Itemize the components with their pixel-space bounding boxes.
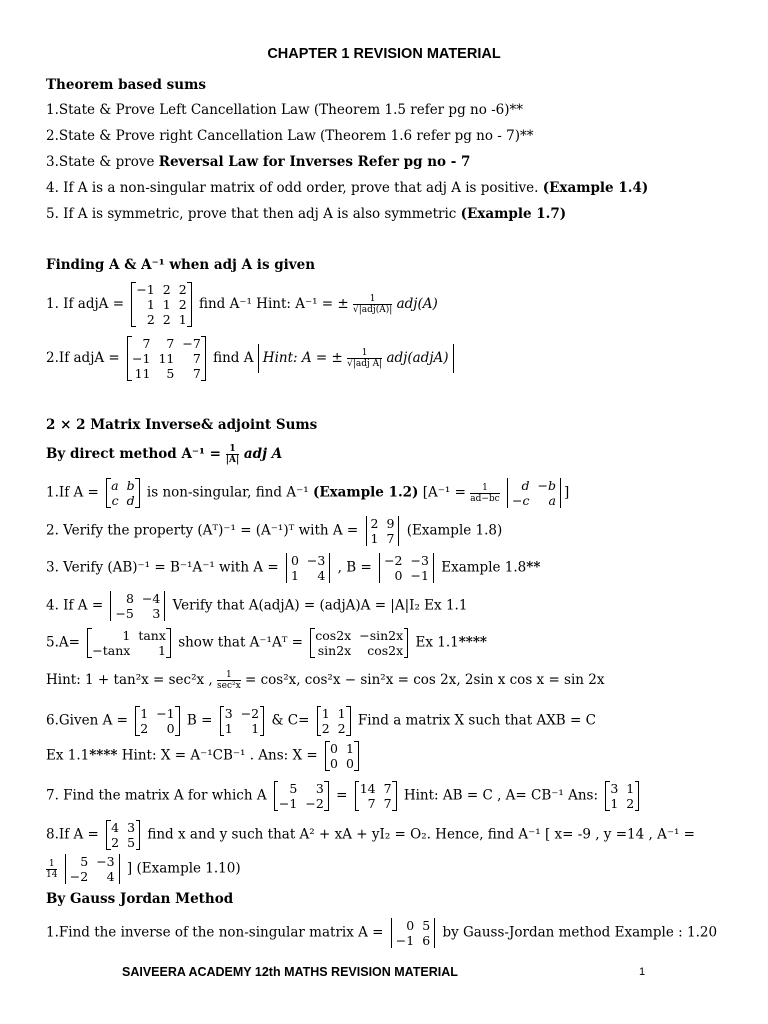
page-number: 1 [639, 966, 646, 978]
matrix-question-6: 6.Given A = 1 −1 2 0 B = 3 −2 1 1 & C= 1 1 2 2 Find a matrix X such that AXB = C [46, 706, 596, 736]
theorem-item-1: 1.State & Prove Left Cancellation Law (Theorem 1.5 refer pg no -6)** [46, 102, 524, 118]
matrix-question-4: 4. If A = 8 −4 −5 3 Verify that A(adjA) = (adjA)A = |A|I₂ Ex 1.1 [46, 591, 468, 621]
matrix-question-7: 7. Find the matrix A for which A 5 3 −1 −2 = 14 7 7 7 Hint: AB = C , A= CB⁻¹ Ans: 3 1 1 2 [46, 781, 744, 811]
matrix-question-3: 3. Verify (AB)⁻¹ = B⁻¹A⁻¹ with A = 0 −3 1 4 , B = −2 −3 0 −1 Example 1.8** [46, 553, 541, 583]
matrix-question-8-answer: $\frac{1}{14}$ 5 −3 −2 4 ] (Example 1.10) [46, 854, 241, 884]
theorem-item-3: 3.State & prove Reversal Law for Inverses Refer pg no - 7 [46, 154, 471, 170]
direct-method-line: By direct method A⁻¹ = $\frac{1}{|A|}$ adj A [46, 444, 283, 465]
theorem-item-5: 5. If A is symmetric, prove that then adj A is also symmetric (Example 1.7) [46, 206, 567, 222]
finding-question-2: 2.If adjA = 7 7 −7 −1 11 7 11 5 7 find A Hint: A = ± $\frac{1}{\text{√|adj A|}}$ adj(adjA) [46, 336, 744, 381]
theorem-item-4: 4. If A is a non-singular matrix of odd order, prove that adj A is positive. (Example 1.4) [46, 180, 649, 196]
finding-question-1: 1. If adjA = −1 2 2 1 1 2 2 2 1 find A⁻¹ Hint: A⁻¹ = ± $\frac{1}{\text{√|adj(A)|}}$ adj(A) [46, 282, 438, 327]
section-heading-theorem: Theorem based sums [46, 77, 206, 93]
matrix-question-6-answer: Ex 1.1**** Hint: X = A⁻¹CB⁻¹ . Ans: X = 0 1 0 0 [46, 741, 744, 771]
section-heading-2x2: 2 × 2 Matrix Inverse& adjoint Sums [46, 417, 318, 433]
theorem-item-2: 2.State & Prove right Cancellation Law (Theorem 1.6 refer pg no - 7)** [46, 128, 534, 144]
hint-line-5: Hint: 1 + tan²x = sec²x , $\frac{1}{\text{sec²x}}$ = cos²x, cos²x − sin²x = cos 2x, 2sin x cos x = sin 2x [46, 670, 605, 691]
section-heading-finding: Finding A & A⁻¹ when adj A is given [46, 257, 316, 273]
gauss-question-1: 1.Find the inverse of the non-singular matrix A = 0 5 −1 6 by Gauss-Jordan method Example : 1.20 [46, 918, 718, 948]
page-title: CHAPTER 1 REVISION MATERIAL [267, 46, 501, 62]
matrix-question-5: 5.A= 1 tanx −tanx 1 show that A⁻¹Aᵀ = cos2x −sin2x sin2x cos2x Ex 1.1**** [46, 628, 487, 658]
matrix-question-8: 8.If A = 4 3 2 5 find x and y such that A² + xA + yI₂ = O₂. Hence, find A⁻¹ [ x= -9 , y =14 , A⁻¹ = [46, 820, 695, 850]
matrix-question-2: 2. Verify the property (Aᵀ)⁻¹ = (A⁻¹)ᵀ with A = 2 9 1 7 (Example 1.8) [46, 516, 503, 546]
section-heading-gauss: By Gauss Jordan Method [46, 891, 234, 907]
matrix-question-1: 1.If A = a b c d is non-singular, find A⁻¹ (Example 1.2) [A⁻¹ = $\frac{1}{ad-bc}$ d −b −c a ] [46, 478, 570, 508]
matrix-adjA-2: 7 7 −7 −1 11 7 11 5 7 [127, 336, 206, 381]
matrix-adjA-1: −1 2 2 1 1 2 2 2 1 [131, 282, 191, 327]
page-footer: SAIVEERA ACADEMY 12th MATHS REVISION MATERIAL [122, 965, 458, 979]
